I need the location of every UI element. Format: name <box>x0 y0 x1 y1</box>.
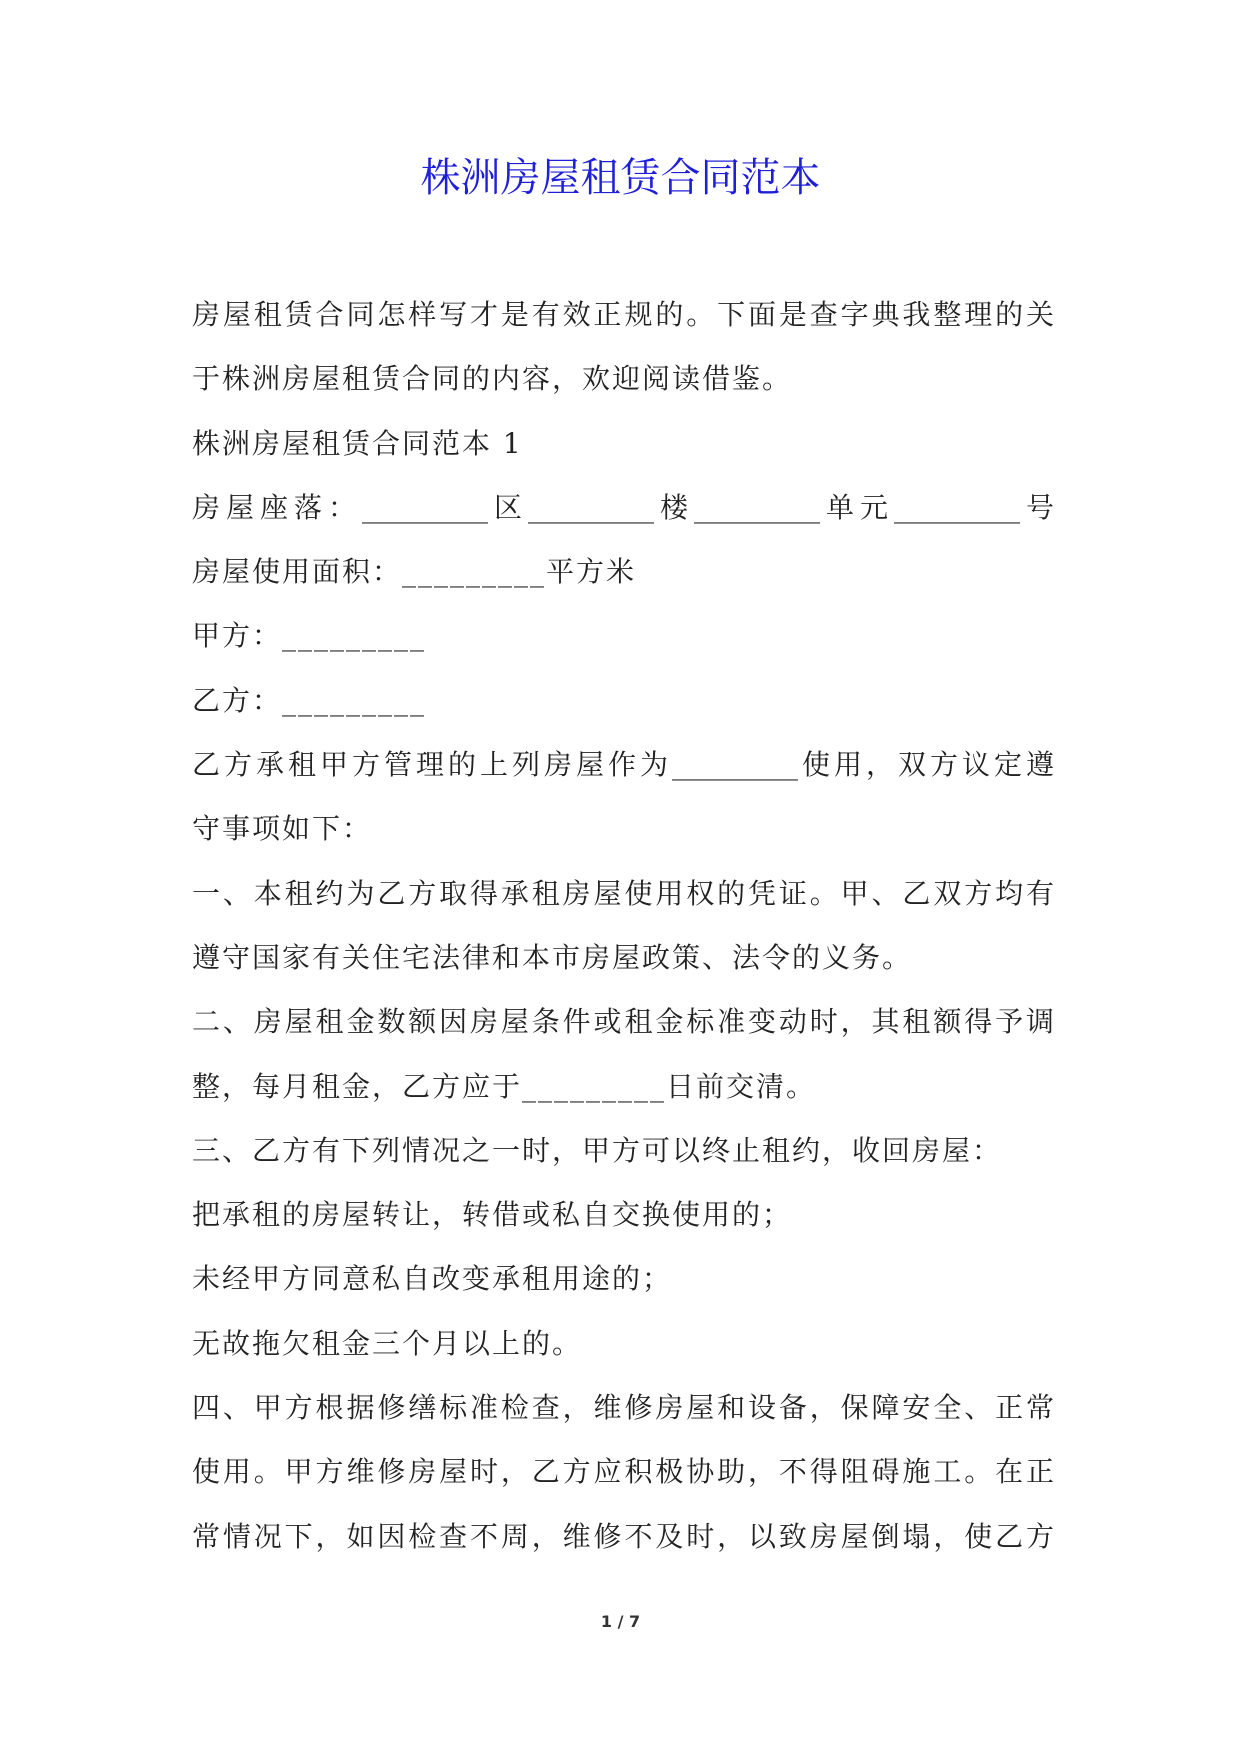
paragraph-line: 一、本租约为乙方取得承租房屋使用权的凭证。甲、乙双方均有 <box>192 876 1054 910</box>
paragraph-line: 房屋座落：_________区_________楼_________单元_________号 <box>192 490 1054 524</box>
paragraph-line: 常情况下，如因检查不周，维修不及时，以致房屋倒塌，使乙方 <box>192 1519 1054 1553</box>
paragraph-line: 于株洲房屋租赁合同的内容，欢迎阅读借鉴。 <box>192 362 793 396</box>
paragraph-line: 乙方：_________ <box>192 683 427 717</box>
paragraph-line: 房屋使用面积：_________平方米 <box>192 555 637 589</box>
paragraph-line: 守事项如下： <box>192 812 373 846</box>
paragraph-line: 四、甲方根据修缮标准检查，维修房屋和设备，保障安全、正常 <box>192 1391 1054 1425</box>
document-body <box>192 283 1054 1569</box>
paragraph-line: 二、房屋租金数额因房屋条件或租金标准变动时，其租额得予调 <box>192 1005 1054 1039</box>
paragraph-line: 甲方：_________ <box>192 619 427 653</box>
paragraph-line: 未经甲方同意私自改变承租用途的； <box>192 1262 673 1296</box>
paragraph-line: 使用。甲方维修房屋时，乙方应积极协助，不得阻碍施工。在正 <box>192 1455 1054 1489</box>
paragraph-line: 房屋租赁合同怎样写才是有效正规的。下面是查字典我整理的关 <box>192 298 1054 331</box>
page-number: 1 / 7 <box>600 1612 641 1631</box>
paragraph-line: 整，每月租金，乙方应于_________日前交清。 <box>192 1069 817 1103</box>
paragraph-line: 三、乙方有下列情况之一时，甲方可以终止租约，收回房屋： <box>192 1133 1003 1167</box>
paragraph-line: 遵守国家有关住宅法律和本市房屋政策、法令的义务。 <box>192 940 913 974</box>
paragraph-line: 乙方承租甲方管理的上列房屋作为_________使用，双方议定遵 <box>192 748 1054 782</box>
document-title: 株洲房屋租赁合同范本 <box>420 155 821 201</box>
paragraph-line: 无故拖欠租金三个月以上的。 <box>192 1326 583 1360</box>
paragraph-line: 把承租的房屋转让，转借或私自交换使用的； <box>192 1198 793 1232</box>
section-heading: 株洲房屋租赁合同范本 1 <box>192 426 523 460</box>
